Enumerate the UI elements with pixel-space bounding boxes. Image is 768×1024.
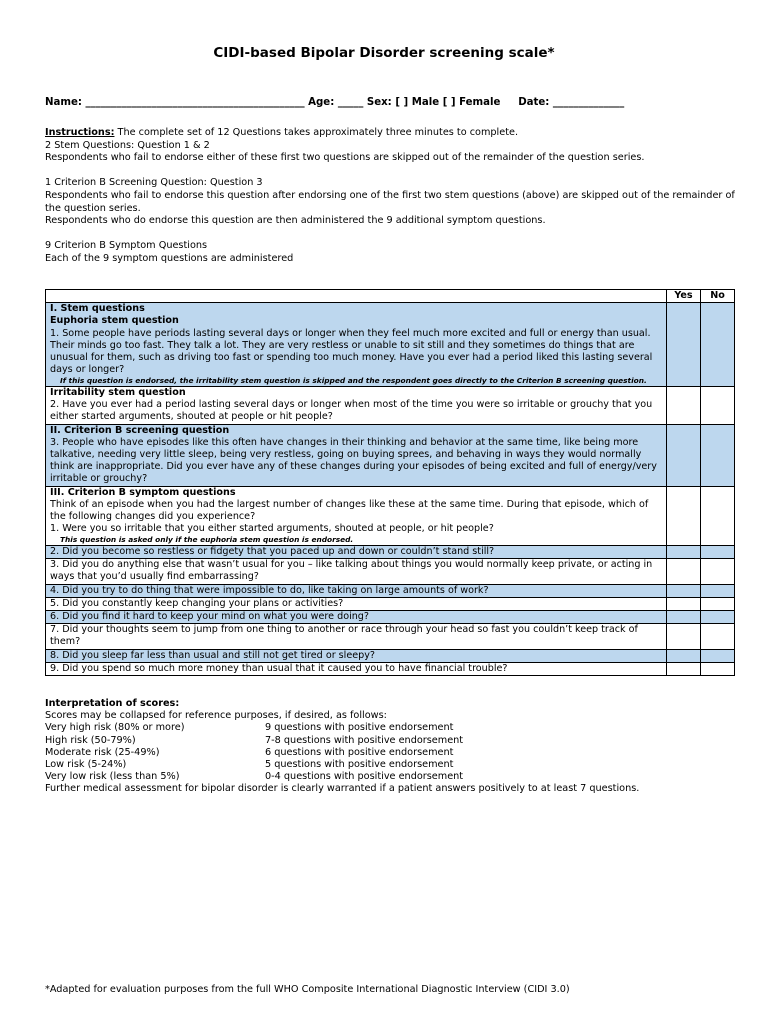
footnote: *Adapted for evaluation purposes from the full WHO Composite International Diagnostic Interview (CIDI 3.0) <box>45 984 570 995</box>
instructions-intro: The complete set of 12 Questions takes approximately three minutes to complete. <box>114 127 519 138</box>
female-checkbox[interactable]: [ ] Female <box>442 97 501 108</box>
no-cell[interactable] <box>701 662 735 675</box>
instruction-line: Each of the 9 symptom questions are administered <box>45 252 294 264</box>
question-text: 2. Have you ever had a period lasting several days or longer when most of the time you were so irritable or grouchy that you either started arguments, shouted at people or hit people? <box>50 399 653 423</box>
no-cell[interactable] <box>701 597 735 610</box>
table-row <box>46 387 735 425</box>
question-text: 1. Were you so irritable that you either started arguments, shouted at people, or hit people? <box>50 523 494 535</box>
subsection-heading: Euphoria stem question <box>50 315 179 327</box>
yes-cell[interactable] <box>667 584 701 597</box>
risk-criterion: 5 questions with positive endorsement <box>265 759 454 771</box>
instruction-line: 9 Criterion B Symptom Questions <box>45 240 208 252</box>
question-text: 2. Did you become so restless or fidgety that you paced up and down or couldn’t stand still? <box>46 546 667 559</box>
question-text: 9. Did you spend so much more money than usual that it caused you to have financial trouble? <box>46 662 667 675</box>
table-row <box>46 303 735 387</box>
question-text: 7. Did your thoughts seem to jump from one thing to another or race through your head so fast you couldn’t keep track of them? <box>46 624 667 649</box>
no-cell[interactable] <box>701 649 735 662</box>
question-text: 6. Did you find it hard to keep your mind on what you were doing? <box>46 611 667 624</box>
instructions <box>45 127 735 266</box>
yes-header: Yes <box>667 290 701 303</box>
question-text: 3. Did you do anything else that wasn’t usual for you – like talking about things you would normally keep private, or acting in ways that you’d usually find embarrassing? <box>46 559 667 584</box>
interpretation-conclusion: Further medical assessment for bipolar disorder is clearly warranted if a patient answers positively to at least 7 questions. <box>45 783 640 795</box>
age-field[interactable]: _____ <box>337 97 364 108</box>
question-text: 1. Some people have periods lasting several days or longer when they feel much more excited and full or energy than usual. Their minds go too fast. They talk a lot. They are very restless or unable to sit still and they sometimes do things that are unusual for them, such as driving too fast or spending too much money. Have you ever had a period liked this lasting several days or longer? <box>50 327 653 376</box>
section-heading: III. Criterion B symptom questions <box>50 486 236 498</box>
no-cell[interactable] <box>701 387 735 425</box>
male-checkbox[interactable]: [ ] Male <box>395 97 440 108</box>
instruction-line: 1 Criterion B Screening Question: Question 3 <box>45 177 263 189</box>
no-cell[interactable] <box>701 303 735 387</box>
no-header: No <box>701 290 735 303</box>
yes-cell[interactable] <box>667 424 701 486</box>
no-cell[interactable] <box>701 546 735 559</box>
page-title: CIDI-based Bipolar Disorder screening scale* <box>213 45 555 61</box>
risk-criterion: 6 questions with positive endorsement <box>265 746 454 758</box>
table-row <box>46 624 735 649</box>
yes-cell[interactable] <box>667 624 701 649</box>
yes-cell[interactable] <box>667 597 701 610</box>
yes-cell[interactable] <box>667 486 701 545</box>
risk-level-row <box>45 747 735 759</box>
yes-cell[interactable] <box>667 546 701 559</box>
date-label: Date: <box>518 97 550 108</box>
table-row <box>46 611 735 624</box>
question-text: 4. Did you try to do thing that were impossible to do, like taking on large amounts of work? <box>46 584 667 597</box>
table-row <box>46 424 735 486</box>
yes-cell[interactable] <box>667 611 701 624</box>
instruction-line: Respondents who fail to endorse this question after endorsing one of the first two stem questions (above) are skipped out of the remainder of the question series. <box>45 189 735 214</box>
risk-criterion: 9 questions with positive endorsement <box>265 722 454 734</box>
instructions-label: Instructions: <box>45 127 115 138</box>
risk-level-row <box>45 759 735 771</box>
instruction-line: Respondents who fail to endorse either of these first two questions are skipped out of the remainder of the question series. <box>45 152 645 164</box>
date-field[interactable]: ______________ <box>552 97 625 108</box>
risk-label: Very high risk (80% or more) <box>45 722 185 734</box>
risk-label: Low risk (5-24%) <box>45 759 127 771</box>
interpretation-intro: Scores may be collapsed for reference purposes, if desired, as follows: <box>45 710 387 722</box>
name-label: Name: <box>45 97 82 108</box>
interpretation-section <box>45 698 735 796</box>
table-row <box>46 546 735 559</box>
risk-level-row <box>45 722 735 734</box>
table-row <box>46 559 735 584</box>
skip-note: This question is asked only if the euphoria stem question is endorsed. <box>60 535 354 545</box>
sex-label: Sex: <box>366 97 392 108</box>
table-header-row <box>46 290 735 303</box>
age-label: Age: <box>308 97 335 108</box>
risk-criterion: 0-4 questions with positive endorsement <box>265 771 464 783</box>
patient-info-line <box>45 97 624 108</box>
yes-cell[interactable] <box>667 559 701 584</box>
question-text: 3. People who have episodes like this often have changes in their thinking and behavior at the same time, like being more talkative, needing very little sleep, being very restless, going on buying sprees, and behaving in ways they would normally think are inappropriate. Did you ever have any of these changes during your episodes of being excited and full of energy/very irritable or grouchy? <box>50 436 657 485</box>
interpretation-heading: Interpretation of scores: <box>45 698 180 709</box>
section-heading: I. Stem questions <box>50 303 145 315</box>
table-row <box>46 597 735 610</box>
yes-cell[interactable] <box>667 649 701 662</box>
risk-criterion: 7-8 questions with positive endorsement <box>265 734 464 746</box>
yes-cell[interactable] <box>667 303 701 387</box>
risk-label: Moderate risk (25-49%) <box>45 746 160 758</box>
no-cell[interactable] <box>701 624 735 649</box>
question-text: 5. Did you constantly keep changing your plans or activities? <box>46 597 667 610</box>
instruction-line: 2 Stem Questions: Question 1 & 2 <box>45 139 210 151</box>
table-row <box>46 649 735 662</box>
no-cell[interactable] <box>701 424 735 486</box>
risk-label: High risk (50-79%) <box>45 734 136 746</box>
subsection-heading: Irritability stem question <box>50 387 186 399</box>
yes-cell[interactable] <box>667 387 701 425</box>
table-row <box>46 662 735 675</box>
table-row <box>46 584 735 597</box>
risk-label: Very low risk (less than 5%) <box>45 771 180 783</box>
skip-note: If this question is endorsed, the irritability stem question is skipped and the respondent goes directly to the Criterion B screening question. <box>60 376 647 386</box>
section-heading: II. Criterion B screening question <box>50 424 230 436</box>
yes-cell[interactable] <box>667 662 701 675</box>
table-row <box>46 486 735 545</box>
question-header <box>46 290 667 303</box>
no-cell[interactable] <box>701 559 735 584</box>
no-cell[interactable] <box>701 611 735 624</box>
no-cell[interactable] <box>701 584 735 597</box>
screening-table <box>45 289 735 676</box>
risk-level-row <box>45 771 735 783</box>
section-intro: Think of an episode when you had the largest number of changes like these at the same time. During that episode, which of the following changes did you experience? <box>50 498 649 523</box>
no-cell[interactable] <box>701 486 735 545</box>
question-text: 8. Did you sleep far less than usual and still not get tired or sleepy? <box>46 649 667 662</box>
instruction-line: Respondents who do endorse this question are then administered the 9 additional symptom questions. <box>45 215 546 227</box>
name-field[interactable]: ___________________________________________ <box>85 97 305 108</box>
risk-level-row <box>45 735 735 747</box>
